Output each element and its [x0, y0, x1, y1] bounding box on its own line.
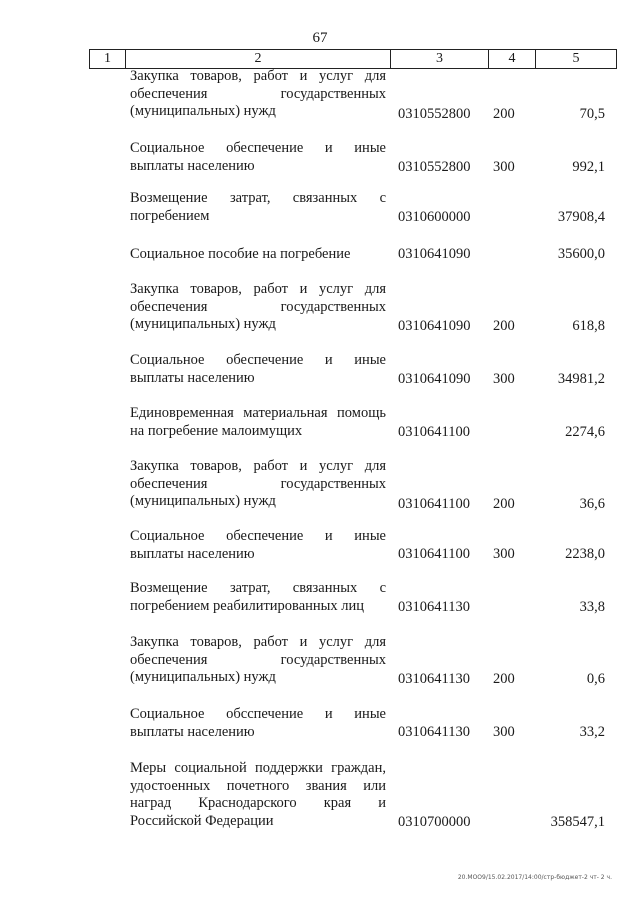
row-description: Социальное обсспечение и иные выплаты населению: [130, 706, 386, 740]
row-code: 0310641100: [398, 546, 470, 562]
row-code: 0310641130: [398, 671, 470, 687]
row-code: 0310641090: [398, 371, 471, 387]
row-kind: 200: [493, 496, 515, 512]
row-code: 0310641090: [398, 318, 471, 334]
row-code: 0310641100: [398, 496, 470, 512]
row-amount: 358547,1: [550, 814, 605, 830]
row-code: 0310600000: [398, 209, 471, 225]
row-kind: 200: [493, 318, 515, 334]
row-amount: 618,8: [572, 318, 605, 334]
page-number: 67: [312, 30, 328, 46]
row-description: Закупка товаров, работ и услуг для обеспечения государственных (муниципальных) нужд: [130, 281, 386, 332]
row-kind: 200: [493, 671, 515, 687]
row-amount: 36,6: [579, 496, 605, 512]
row-description: Закупка товаров, работ и услуг для обеспечения государственных (муниципальных) нужд: [130, 458, 386, 509]
row-description: Возмещение затрат, связанных с погребением: [130, 190, 386, 224]
header-col-1: 1: [89, 50, 125, 68]
row-amount: 2238,0: [565, 546, 605, 562]
row-code: 0310700000: [398, 814, 471, 830]
row-amount: 35600,0: [557, 246, 605, 262]
row-code: 0310641100: [398, 424, 470, 440]
row-amount: 0,6: [586, 671, 605, 687]
row-kind: 300: [493, 371, 515, 387]
row-kind: 300: [493, 159, 515, 175]
row-code: 0310641090: [398, 246, 471, 262]
row-description: Социальное пособие на погребение: [130, 246, 351, 262]
table-header: [89, 49, 617, 69]
row-amount: 70,5: [579, 106, 605, 122]
row-code: 0310641130: [398, 599, 470, 615]
row-description: Социальное обеспечение и иные выплаты населению: [130, 140, 386, 174]
row-amount: 37908,4: [557, 209, 605, 225]
row-description: Закупка товаров, работ и услуг для обеспечения государственных (муниципальных) нужд: [130, 68, 386, 119]
row-description: Возмещение затрат, связанных с погребением реабилитированных лиц: [130, 580, 386, 614]
row-kind: 200: [493, 106, 515, 122]
row-code: 0310641130: [398, 724, 470, 740]
header-col-3: 3: [390, 50, 488, 68]
row-description: Меры социальной поддержки граждан, удостоенных почетного звания или наград Краснодарского края и Российской Федерации: [130, 760, 386, 829]
row-kind: 300: [493, 546, 515, 562]
row-amount: 33,8: [579, 599, 605, 615]
row-amount: 33,2: [579, 724, 605, 740]
footer-stamp: 20.МОО9/15.02.2017/14:00/стр-бюджет-2 чт- 2 ч.: [457, 874, 612, 881]
row-amount: 2274,6: [565, 424, 605, 440]
row-description: Социальное обеспечение и иные выплаты населению: [130, 352, 386, 386]
row-description: Закупка товаров, работ и услуг для обеспечения государственных (муниципальных) нужд: [130, 634, 386, 685]
row-code: 0310552800: [398, 159, 471, 175]
header-col-2: 2: [125, 50, 390, 68]
row-description: Социальное обеспечение и иные выплаты населению: [130, 528, 386, 562]
row-amount: 34981,2: [557, 371, 605, 387]
row-code: 0310552800: [398, 106, 471, 122]
row-amount: 992,1: [572, 159, 605, 175]
header-col-4: 4: [488, 50, 535, 68]
row-description: Единовременная материальная помощь на погребение малоимущих: [130, 405, 386, 439]
row-kind: 300: [493, 724, 515, 740]
header-col-5: 5: [535, 50, 617, 68]
